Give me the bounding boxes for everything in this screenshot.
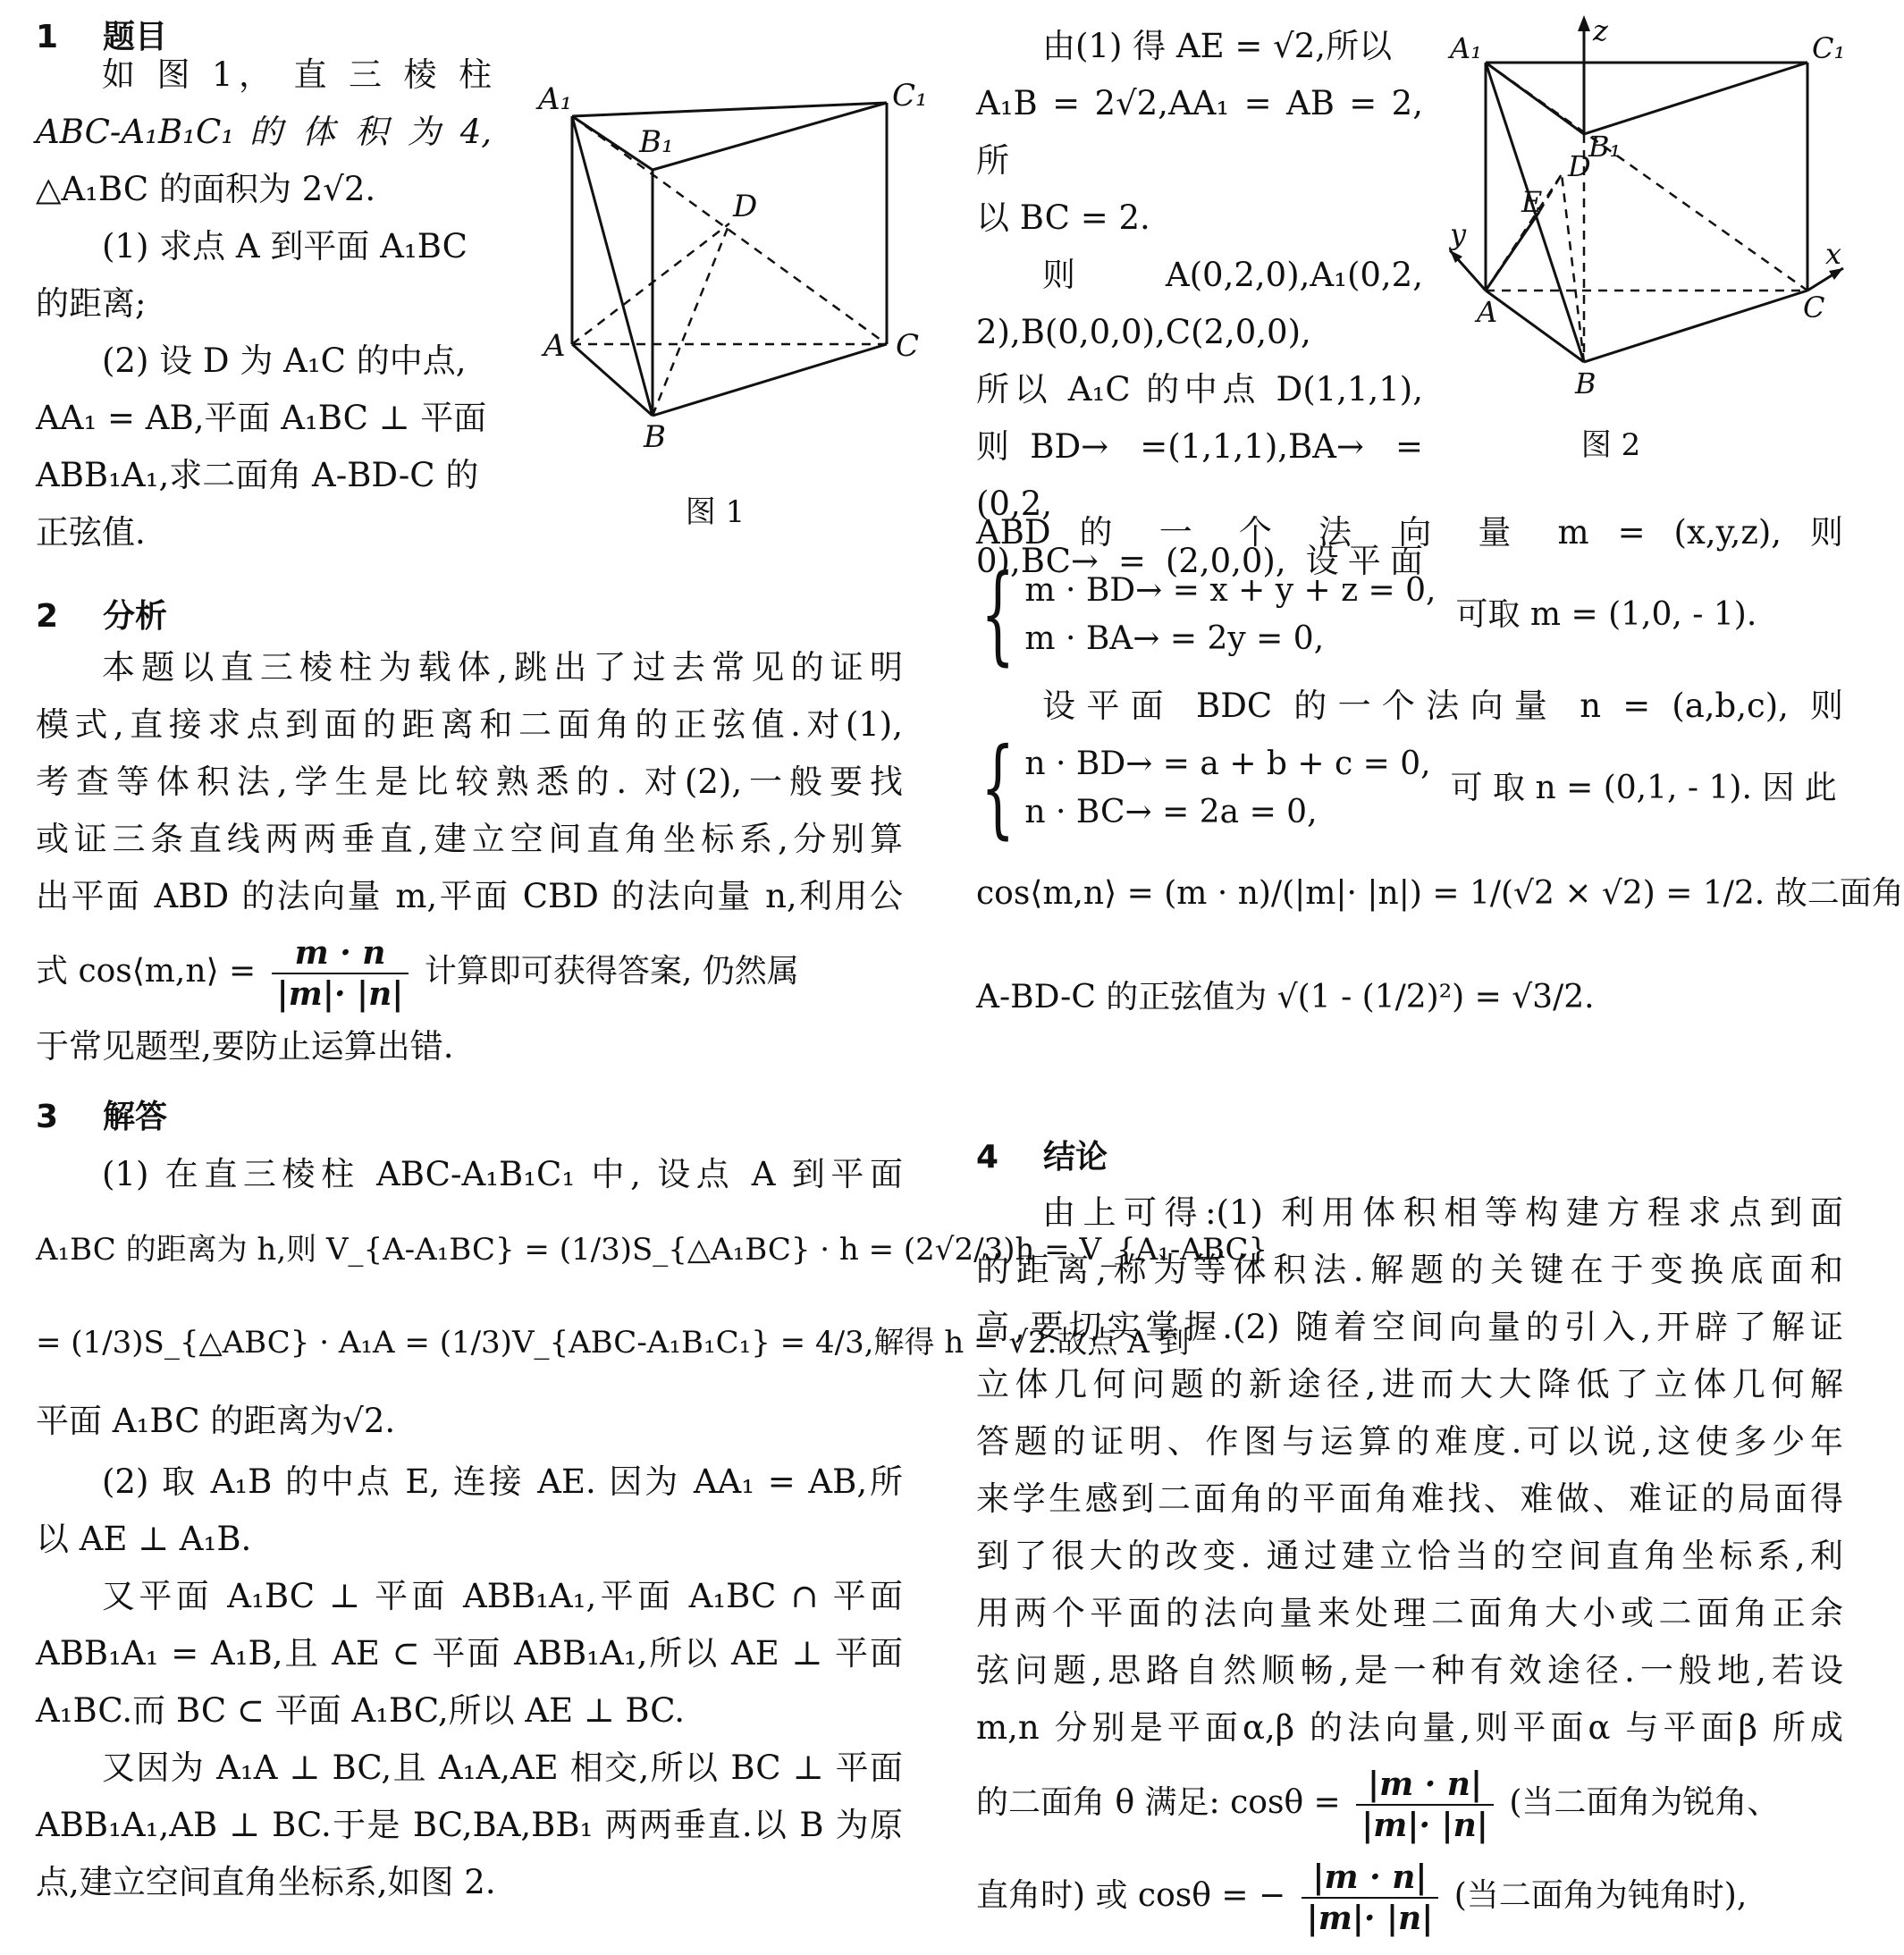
figure-2-caption: 图 2 (1580, 427, 1641, 463)
section-title: 解答 (103, 1099, 168, 1135)
system-eq: n · BD→ = a + b + c = 0, (1024, 746, 1431, 782)
analysis-line: 于常见题型,要防止运算出错. (36, 1027, 454, 1066)
system-body (1024, 567, 1436, 663)
analysis-line: 出平面 ABD 的法向量 m,平面 CBD 的法向量 n,利用公 (36, 877, 903, 915)
label-A1: A₁ (1450, 31, 1482, 65)
system-result: 可取 m = (1,0, - 1). (1455, 596, 1757, 633)
analysis-line: 考查等体积法,学生是比较熟悉的. 对(2),一般要找 (36, 763, 903, 801)
setup-line: 则BD→ =(1,1,1),BA→ =(0,2, (976, 427, 1423, 523)
system-eq: n · BC→ = 2a = 0, (1024, 794, 1318, 830)
section-number: 4 (976, 1139, 999, 1176)
cos-computation: cos⟨m,n⟩ = (m · n)/(|m|· |n|) = 1/(√2 × √2) = 1/2. 故二面角 (976, 875, 1904, 912)
section-title: 题目 (103, 19, 168, 55)
fraction (1356, 1765, 1494, 1845)
section-number: 3 (36, 1099, 59, 1135)
label-C: C (1803, 291, 1825, 324)
analysis-line: 本题以直三棱柱为载体,跳出了过去常见的证明 (102, 648, 903, 687)
problem-line: 的距离; (36, 284, 147, 323)
problem-line: (2) 设 D 为 A₁C 的中点, (102, 341, 467, 380)
solution-line: (2) 取 A₁B 的中点 E, 连接 AE. 因为 AA₁ = AB,所 (102, 1462, 903, 1501)
label-B: B (1575, 367, 1596, 400)
fraction-numerator: |m · n| (1302, 1858, 1439, 1899)
setup-line: 以 BC = 2. (976, 198, 1150, 237)
fraction-numerator: |m · n| (1356, 1765, 1494, 1806)
system-eq: m · BA→ = 2y = 0, (1024, 620, 1325, 657)
problem-line: AA₁ = AB,平面 A₁BC ⊥ 平面 (36, 399, 487, 437)
label-B1: B₁ (639, 124, 674, 160)
system-result: 可 取 n = (0,1, - 1). 因 此 (1450, 770, 1837, 806)
figure-1-prism (536, 72, 928, 465)
conclusion-line: 答题的证明、作图与运算的难度.可以说,这使多少年 (976, 1422, 1843, 1461)
section-2-heading (36, 590, 167, 644)
formula-prefix: 式 cos⟨m,n⟩ = (36, 953, 257, 990)
solution-line: 平面 A₁BC 的距离为√2. (36, 1402, 396, 1440)
setup-line: 所以 A₁C 的中点 D(1,1,1), (976, 370, 1423, 409)
problem-line: 如 图 1， 直 三 棱 柱 (102, 55, 492, 94)
cos-formula-acute (976, 1757, 1843, 1850)
fraction-denominator: |m|· |n| (276, 975, 404, 1013)
system-body (1024, 740, 1430, 837)
label-C: C (896, 328, 920, 364)
setup-line: 则 A(0,2,0),A₁(0,2, (1042, 256, 1423, 294)
label-C1: C₁ (1812, 31, 1846, 65)
problem-line: ABC-A₁B₁C₁ 的 体 积 为 4, (36, 113, 492, 151)
fraction-denominator: |m|· |n| (1306, 1900, 1434, 1937)
solution-line: 又因为 A₁A ⊥ BC,且 A₁A,AE 相交,所以 BC ⊥ 平面 (102, 1749, 903, 1787)
problem-line: △A₁BC 的面积为 2√2. (36, 170, 376, 208)
section-number: 2 (36, 598, 59, 635)
analysis-line: 或证三条直线两两垂直,建立空间直角坐标系,分别算 (36, 820, 903, 858)
section-4-heading (976, 1131, 1108, 1184)
conclusion-line: 弦问题,思路自然顺畅,是一种有效途径.一般地,若设 (976, 1651, 1843, 1690)
conclusion-line: 到了很大的改变. 通过建立恰当的空间直角坐标系,利 (976, 1537, 1843, 1575)
cos-formula-line (36, 925, 903, 1018)
conclusion-text (976, 1184, 1843, 1942)
system-eq: m · BD→ = x + y + z = 0, (1024, 572, 1436, 609)
section-number: 1 (36, 19, 59, 55)
label-A1: A₁ (538, 81, 573, 117)
figure-2-coordinate-prism (1450, 13, 1846, 407)
problem-text (36, 46, 492, 561)
figure-1-caption: 图 1 (685, 494, 746, 530)
label-D: D (1568, 149, 1591, 183)
axis-z-label: z (1593, 13, 1608, 47)
analysis-line: 模式,直接求点到面的距离和二面角的正弦值.对(1), (36, 705, 903, 744)
sine-result: A-BD-C 的正弦值为 √(1 - (1/2)²) = √3/2. (976, 979, 1595, 1015)
solution-line: (1) 在直三棱柱 ABC-A₁B₁C₁ 中, 设点 A 到平面 (102, 1155, 903, 1193)
label-D: D (733, 189, 758, 224)
label-C1: C₁ (892, 78, 928, 114)
conclusion-line: m,n 分别是平面α,β 的法向量,则平面α 与平面β 所成 (976, 1708, 1843, 1747)
solution-line: 以 AE ⊥ A₁B. (36, 1520, 252, 1558)
brace-icon: { (981, 726, 1015, 850)
normal-vector-text (976, 504, 1904, 1049)
fraction-denominator: |m|· |n| (1361, 1807, 1488, 1844)
conclusion-line: 高,要切实掌握.(2) 随着空间向量的引入,开辟了解证 (976, 1308, 1843, 1346)
conclusion-line: 用两个平面的法向量来处理二面角大小或二面角正余 (976, 1594, 1843, 1632)
section-title: 分析 (103, 598, 168, 635)
axis-x-label: x (1825, 237, 1842, 271)
normal-line-bdc: 设平面 BDC 的一个法向量 n = (a,b,c), 则 (1042, 687, 1843, 725)
problem-line: ABB₁A₁,求二面角 A-BD-C 的 (36, 456, 479, 494)
equation-system-1 (976, 552, 1843, 677)
setup-line: 2),B(0,0,0),C(2,0,0), (976, 313, 1311, 351)
fraction-numerator: m · n (272, 933, 409, 974)
solution-line: ABB₁A₁,AB ⊥ BC.于是 BC,BA,BB₁ 两两垂直.以 B 为原 (36, 1806, 903, 1844)
setup-line: A₁B = 2√2,AA₁ = AB = 2,所 (976, 84, 1423, 180)
conclusion-line: 来学生感到二面角的平面角难找、难做、难证的局面得 (976, 1479, 1843, 1518)
setup-line: 0),BC→ = (2,0,0), 设平面 (976, 542, 1423, 580)
formula-suffix: (当二面角为钝角时), (1453, 1877, 1748, 1914)
section-3-heading (36, 1091, 167, 1144)
fraction (1302, 1858, 1439, 1938)
problem-line: 正弦值. (36, 513, 146, 552)
conclusion-line: 的距离,称为等体积法.解题的关键在于变换底面和 (976, 1251, 1843, 1289)
analysis-text (36, 639, 903, 1075)
formula-suffix: (当二面角为锐角、 (1509, 1784, 1780, 1821)
solution-line: 点,建立空间直角坐标系,如图 2. (36, 1863, 496, 1901)
label-B1: B₁ (1588, 130, 1622, 164)
conclusion-line: 立体几何问题的新途径,进而大大降低了立体几何解 (976, 1365, 1843, 1403)
solution-line: 又平面 A₁BC ⊥ 平面 ABB₁A₁,平面 A₁BC ∩ 平面 (102, 1577, 903, 1615)
problem-line: (1) 求点 A 到平面 A₁BC (102, 227, 468, 265)
axis-y-label: y (1450, 217, 1467, 251)
fraction (272, 933, 409, 1014)
formula-suffix: 计算即可获得答案, 仍然属 (424, 953, 799, 990)
conclusion-line: 由上可得:(1) 利用体积相等构建方程求点到面 (1042, 1193, 1843, 1232)
label-A: A (543, 328, 566, 364)
label-E: E (1521, 185, 1543, 219)
solution-line: ABB₁A₁ = A₁B,且 AE ⊂ 平面 ABB₁A₁,所以 AE ⊥ 平面 (36, 1634, 903, 1673)
formula-prefix: 直角时) 或 cosθ = − (976, 1877, 1286, 1914)
label-B: B (644, 419, 666, 455)
normal-line-abd: ABD 的 一 个 法 向 量 m = (x,y,z), 则 (976, 513, 1843, 552)
solution-line: A₁BC.而 BC ⊂ 平面 A₁BC,所以 AE ⊥ BC. (36, 1691, 686, 1730)
cos-formula-obtuse (976, 1850, 1843, 1942)
setup-line: 由(1) 得 AE = √2,所以 (1042, 27, 1393, 65)
volume-equation-2: = (1/3)S_{△ABC} · A₁A = (1/3)V_{ABC-A₁B₁C₁} = 4/3,解得 h = √2.故点 A 到 (36, 1325, 1190, 1361)
brace-icon: { (981, 552, 1015, 677)
label-A: A (1477, 295, 1498, 329)
volume-equation-1: A₁BC 的距离为 h,则 V_{A-A₁BC} = (1/3)S_{△A₁BC} · h = (2√2/3)h = V_{A₁-ABC} (36, 1232, 1268, 1268)
formula-prefix: 的二面角 θ 满足: cosθ = (976, 1784, 1341, 1821)
section-title: 结论 (1043, 1139, 1108, 1176)
equation-system-2 (976, 726, 1843, 850)
